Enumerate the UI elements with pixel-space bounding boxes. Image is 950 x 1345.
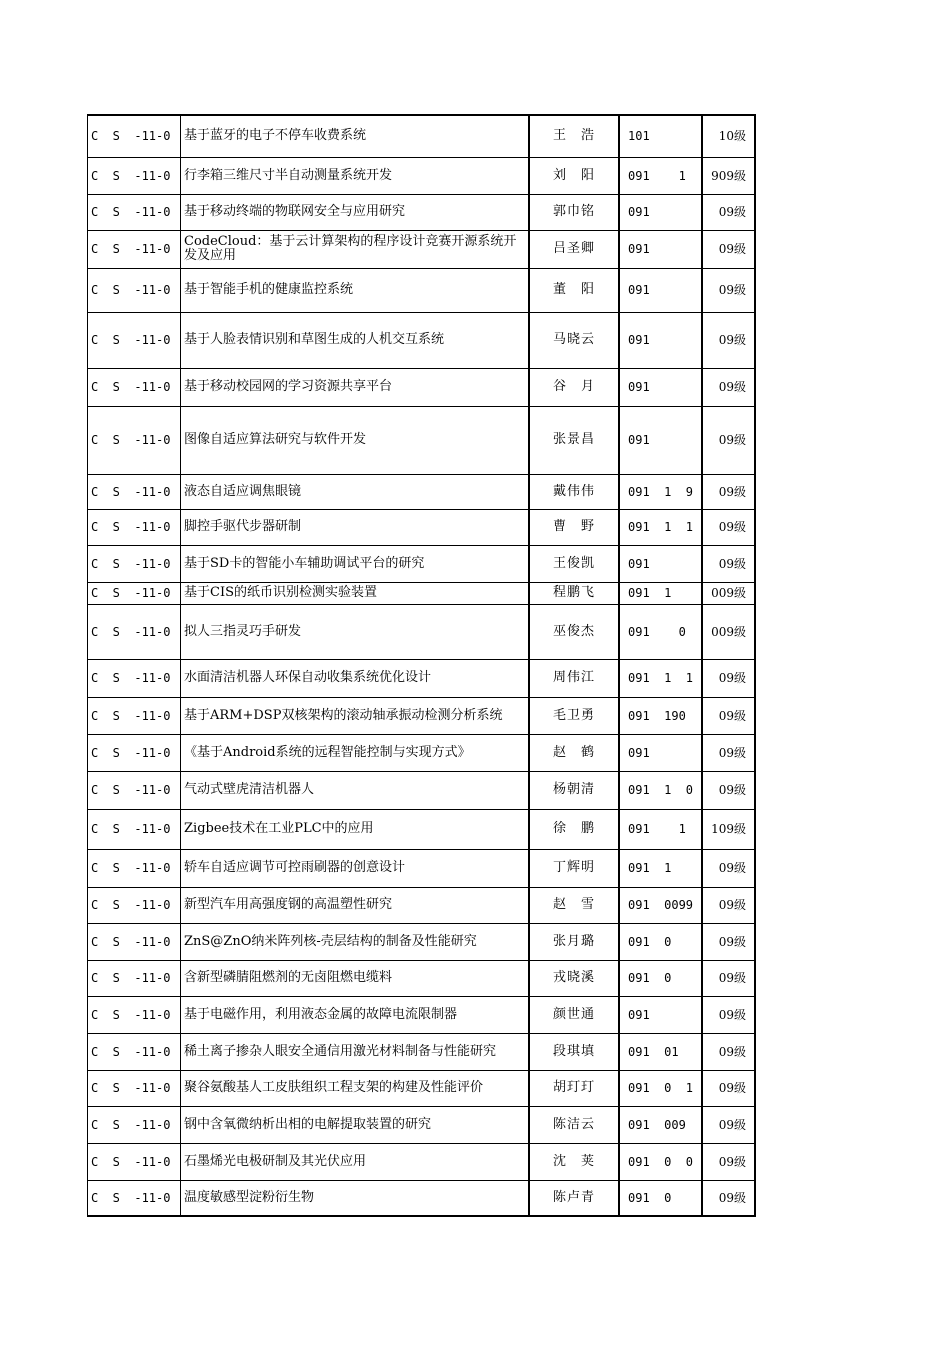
- student-name: 戴伟伟: [529, 474, 619, 509]
- student-number: 091 1: [619, 849, 702, 887]
- project-code: C S -11-0: [88, 312, 181, 368]
- student-number: 091 0: [619, 604, 702, 659]
- project-title: 气动式壁虎清洁机器人: [181, 771, 530, 809]
- student-number: 091: [619, 194, 702, 230]
- project-code: C S -11-0: [88, 849, 181, 887]
- student-number: 091 1 1: [619, 659, 702, 697]
- project-title: 基于移动终端的物联网安全与应用研究: [181, 194, 530, 230]
- student-number: 101: [619, 115, 702, 157]
- student-number: 091 1: [619, 157, 702, 194]
- student-name: 徐 鹏: [529, 809, 619, 849]
- grade: 09级: [702, 268, 755, 312]
- project-title: 行李箱三维尺寸半自动测量系统开发: [181, 157, 530, 194]
- student-name: 刘 阳: [529, 157, 619, 194]
- project-code: C S -11-0: [88, 406, 181, 474]
- project-code: C S -11-0: [88, 1033, 181, 1070]
- project-title: 基于电磁作用，利用液态金属的故障电流限制器: [181, 996, 530, 1033]
- student-number: 091 1: [619, 582, 702, 604]
- student-name: 张景昌: [529, 406, 619, 474]
- project-code: C S -11-0: [88, 887, 181, 923]
- student-number: 091 1 9: [619, 474, 702, 509]
- grade: 09级: [702, 887, 755, 923]
- grade: 09级: [702, 1106, 755, 1143]
- project-table: [87, 114, 756, 1217]
- grade: 09级: [702, 923, 755, 960]
- table-row: [88, 923, 756, 960]
- grade: 09级: [702, 368, 755, 406]
- student-number: 091 190: [619, 697, 702, 734]
- project-code: C S -11-0: [88, 1143, 181, 1180]
- grade: 09级: [702, 771, 755, 809]
- table-row: [88, 604, 756, 659]
- student-name: 赵 鹤: [529, 734, 619, 771]
- grade: 09级: [702, 194, 755, 230]
- project-title: 聚谷氨酸基人工皮肤组织工程支架的构建及性能评价: [181, 1070, 530, 1106]
- project-title: 基于CIS的纸币识别检测实验装置: [181, 582, 530, 604]
- project-title: 《基于Android系统的远程智能控制与实现方式》: [181, 734, 530, 771]
- grade: 09级: [702, 1033, 755, 1070]
- project-code: C S -11-0: [88, 582, 181, 604]
- project-code: C S -11-0: [88, 368, 181, 406]
- student-name: 马晓云: [529, 312, 619, 368]
- grade: 09级: [702, 509, 755, 545]
- student-name: 沈 荚: [529, 1143, 619, 1180]
- student-number: 091: [619, 996, 702, 1033]
- project-code: C S -11-0: [88, 960, 181, 996]
- project-code: C S -11-0: [88, 771, 181, 809]
- project-code: C S -11-0: [88, 734, 181, 771]
- project-title: 水面清洁机器人环保自动收集系统优化设计: [181, 659, 530, 697]
- project-title: 新型汽车用高强度钢的高温塑性研究: [181, 887, 530, 923]
- table-row: [88, 115, 756, 157]
- project-title: 钢中含氧微纳析出相的电解提取装置的研究: [181, 1106, 530, 1143]
- project-title: 基于蓝牙的电子不停车收费系统: [181, 115, 530, 157]
- student-name: 王俊凯: [529, 545, 619, 582]
- table-row: [88, 268, 756, 312]
- grade: 09级: [702, 1143, 755, 1180]
- project-title: Zigbee技术在工业PLC中的应用: [181, 809, 530, 849]
- student-name: 张月璐: [529, 923, 619, 960]
- student-number: 091 0: [619, 923, 702, 960]
- project-title: 拟人三指灵巧手研发: [181, 604, 530, 659]
- student-name: 陈洁云: [529, 1106, 619, 1143]
- grade: 09级: [702, 659, 755, 697]
- project-code: C S -11-0: [88, 659, 181, 697]
- project-code: C S -11-0: [88, 604, 181, 659]
- grade: 09级: [702, 1180, 755, 1216]
- table-row: [88, 849, 756, 887]
- table-row: [88, 996, 756, 1033]
- project-title: CodeCloud：基于云计算架构的程序设计竞赛开源系统开发及应用: [181, 230, 530, 268]
- student-number: 091 0 1: [619, 1070, 702, 1106]
- grade: 009级: [702, 582, 755, 604]
- student-name: 周伟江: [529, 659, 619, 697]
- table-row: [88, 809, 756, 849]
- table-row: [88, 887, 756, 923]
- student-number: 091: [619, 312, 702, 368]
- project-code: C S -11-0: [88, 194, 181, 230]
- project-code: C S -11-0: [88, 1106, 181, 1143]
- project-code: C S -11-0: [88, 1180, 181, 1216]
- student-number: 091: [619, 268, 702, 312]
- student-name: 王 浩: [529, 115, 619, 157]
- grade: 10级: [702, 115, 755, 157]
- project-code: C S -11-0: [88, 809, 181, 849]
- project-code: C S -11-0: [88, 923, 181, 960]
- project-title: 液态自适应调焦眼镜: [181, 474, 530, 509]
- student-name: 杨朝清: [529, 771, 619, 809]
- table-row: [88, 368, 756, 406]
- student-number: 091 0: [619, 1180, 702, 1216]
- project-table-body: [88, 115, 756, 1216]
- project-title: 石墨烯光电极研制及其光伏应用: [181, 1143, 530, 1180]
- table-row: [88, 545, 756, 582]
- project-code: C S -11-0: [88, 996, 181, 1033]
- table-row: [88, 771, 756, 809]
- table-row: [88, 1180, 756, 1216]
- table-row: [88, 734, 756, 771]
- student-number: 091: [619, 734, 702, 771]
- student-name: 郭巾铭: [529, 194, 619, 230]
- project-code: C S -11-0: [88, 697, 181, 734]
- grade: 09级: [702, 1070, 755, 1106]
- table-row: [88, 1033, 756, 1070]
- table-row: [88, 582, 756, 604]
- student-name: 陈卢青: [529, 1180, 619, 1216]
- student-name: 谷 月: [529, 368, 619, 406]
- student-name: 巫俊杰: [529, 604, 619, 659]
- table-row: [88, 312, 756, 368]
- table-row: [88, 1070, 756, 1106]
- project-code: C S -11-0: [88, 268, 181, 312]
- student-name: 董 阳: [529, 268, 619, 312]
- table-row: [88, 474, 756, 509]
- grade: 909级: [702, 157, 755, 194]
- student-name: 程鹏飞: [529, 582, 619, 604]
- student-name: 曹 野: [529, 509, 619, 545]
- grade: 09级: [702, 545, 755, 582]
- table-row: [88, 194, 756, 230]
- project-code: C S -11-0: [88, 509, 181, 545]
- project-title: 稀土离子掺杂人眼安全通信用激光材料制备与性能研究: [181, 1033, 530, 1070]
- project-code: C S -11-0: [88, 1070, 181, 1106]
- table-row: [88, 697, 756, 734]
- project-title: ZnS@ZnO纳米阵列核-壳层结构的制备及性能研究: [181, 923, 530, 960]
- student-name: 段琪填: [529, 1033, 619, 1070]
- student-number: 091: [619, 368, 702, 406]
- grade: 09级: [702, 230, 755, 268]
- grade: 09级: [702, 960, 755, 996]
- student-name: 赵 雪: [529, 887, 619, 923]
- student-number: 091: [619, 406, 702, 474]
- student-number: 091 1 0: [619, 771, 702, 809]
- student-number: 091 0099: [619, 887, 702, 923]
- project-title: 基于移动校园网的学习资源共享平台: [181, 368, 530, 406]
- project-code: C S -11-0: [88, 157, 181, 194]
- grade: 09级: [702, 996, 755, 1033]
- student-name: 毛卫勇: [529, 697, 619, 734]
- grade: 09级: [702, 312, 755, 368]
- grade: 09级: [702, 849, 755, 887]
- student-name: 颜世通: [529, 996, 619, 1033]
- student-name: 胡玎玎: [529, 1070, 619, 1106]
- student-name: 丁辉明: [529, 849, 619, 887]
- project-code: C S -11-0: [88, 115, 181, 157]
- grade: 09级: [702, 406, 755, 474]
- grade: 009级: [702, 604, 755, 659]
- table-row: [88, 1106, 756, 1143]
- project-code: C S -11-0: [88, 230, 181, 268]
- table-row: [88, 960, 756, 996]
- project-title: 含新型磷腈阻燃剂的无卤阻燃电缆料: [181, 960, 530, 996]
- table-row: [88, 659, 756, 697]
- project-title: 温度敏感型淀粉衍生物: [181, 1180, 530, 1216]
- student-number: 091 1 1: [619, 509, 702, 545]
- project-title: 轿车自适应调节可控雨刷器的创意设计: [181, 849, 530, 887]
- project-title: 图像自适应算法研究与软件开发: [181, 406, 530, 474]
- grade: 09级: [702, 474, 755, 509]
- student-number: 091: [619, 230, 702, 268]
- project-title: 基于ARM+DSP双核架构的滚动轴承振动检测分析系统: [181, 697, 530, 734]
- student-number: 091: [619, 545, 702, 582]
- grade: 09级: [702, 697, 755, 734]
- project-code: C S -11-0: [88, 545, 181, 582]
- student-number: 091 0: [619, 960, 702, 996]
- grade: 109级: [702, 809, 755, 849]
- grade: 09级: [702, 734, 755, 771]
- project-title: 基于SD卡的智能小车辅助调试平台的研究: [181, 545, 530, 582]
- student-number: 091 0 0: [619, 1143, 702, 1180]
- student-name: 吕圣卿: [529, 230, 619, 268]
- table-row: [88, 157, 756, 194]
- table-row: [88, 509, 756, 545]
- table-row: [88, 230, 756, 268]
- project-title: 基于智能手机的健康监控系统: [181, 268, 530, 312]
- table-row: [88, 406, 756, 474]
- student-number: 091 01: [619, 1033, 702, 1070]
- student-name: 戎晓溪: [529, 960, 619, 996]
- project-title: 脚控手驱代步器研制: [181, 509, 530, 545]
- table-row: [88, 1143, 756, 1180]
- student-number: 091 009: [619, 1106, 702, 1143]
- project-code: C S -11-0: [88, 474, 181, 509]
- student-number: 091 1: [619, 809, 702, 849]
- project-title: 基于人脸表情识别和草图生成的人机交互系统: [181, 312, 530, 368]
